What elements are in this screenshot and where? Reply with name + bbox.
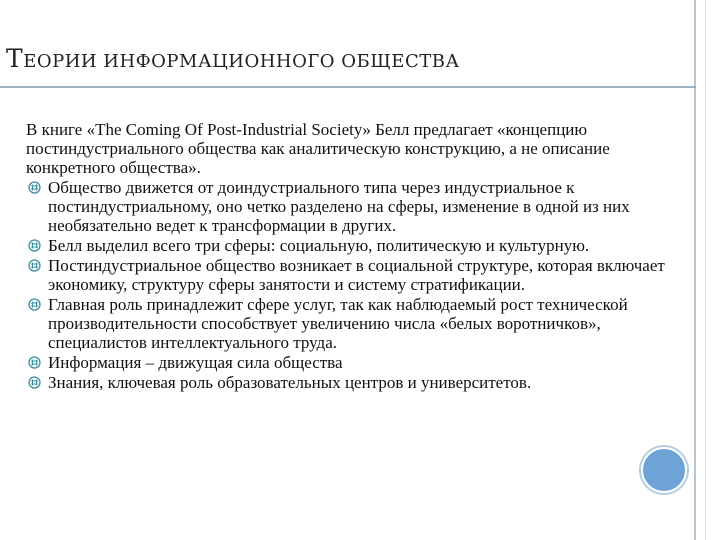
intro-paragraph: В книге «The Coming Of Post-Industrial Society» Белл предлагает «концепцию постиндустриального общества как аналитическую конструкцию, а не описание конкретного общества». (26, 120, 610, 177)
circle-hash-bullet-icon (28, 259, 41, 272)
bullet-text: Белл выделил всего три сферы: социальную, политическую и культурную. (48, 236, 590, 255)
list-item (26, 236, 666, 255)
bullet-text: Информация – движущая сила общества (48, 353, 343, 372)
bullet-text: Знания, ключевая роль образовательных центров и университетов. (48, 373, 532, 392)
list-item (26, 295, 666, 352)
slide-title-initial: Т (6, 44, 24, 73)
circle-hash-bullet-icon (28, 298, 41, 311)
list-item (26, 373, 666, 392)
circle-hash-bullet-icon (28, 239, 41, 252)
slide-title-rest: ЕОРИИ ИНФОРМАЦИОННОГО ОБЩЕСТВА (23, 51, 460, 72)
circle-hash-bullet-icon (28, 181, 41, 194)
bullet-list (26, 178, 666, 392)
title-divider (0, 86, 696, 88)
list-item (26, 178, 666, 235)
bullet-text: Общество движется от доиндустриального типа через индустриальное к постиндустриальному, оно четко разделено на сферы, изменение в одной из них необязательно ведет к трансформации в других. (48, 178, 630, 235)
list-item (26, 353, 666, 372)
slide-body (26, 120, 666, 393)
bullet-text: Постиндустриальное общество возникает в социальной структуре, которая включает экономику, структуру сферы занятости и систему стратификации. (48, 256, 665, 294)
slide-title (6, 44, 676, 73)
bullet-text: Главная роль принадлежит сфере услуг, так как наблюдаемый рост технической производительности способствует увеличению числа «белых воротничков», специалистов интеллектуального труда. (48, 295, 628, 352)
list-item (26, 256, 666, 294)
circle-hash-bullet-icon (28, 356, 41, 369)
decorative-blue-circle (641, 447, 687, 493)
circle-hash-bullet-icon (28, 376, 41, 389)
